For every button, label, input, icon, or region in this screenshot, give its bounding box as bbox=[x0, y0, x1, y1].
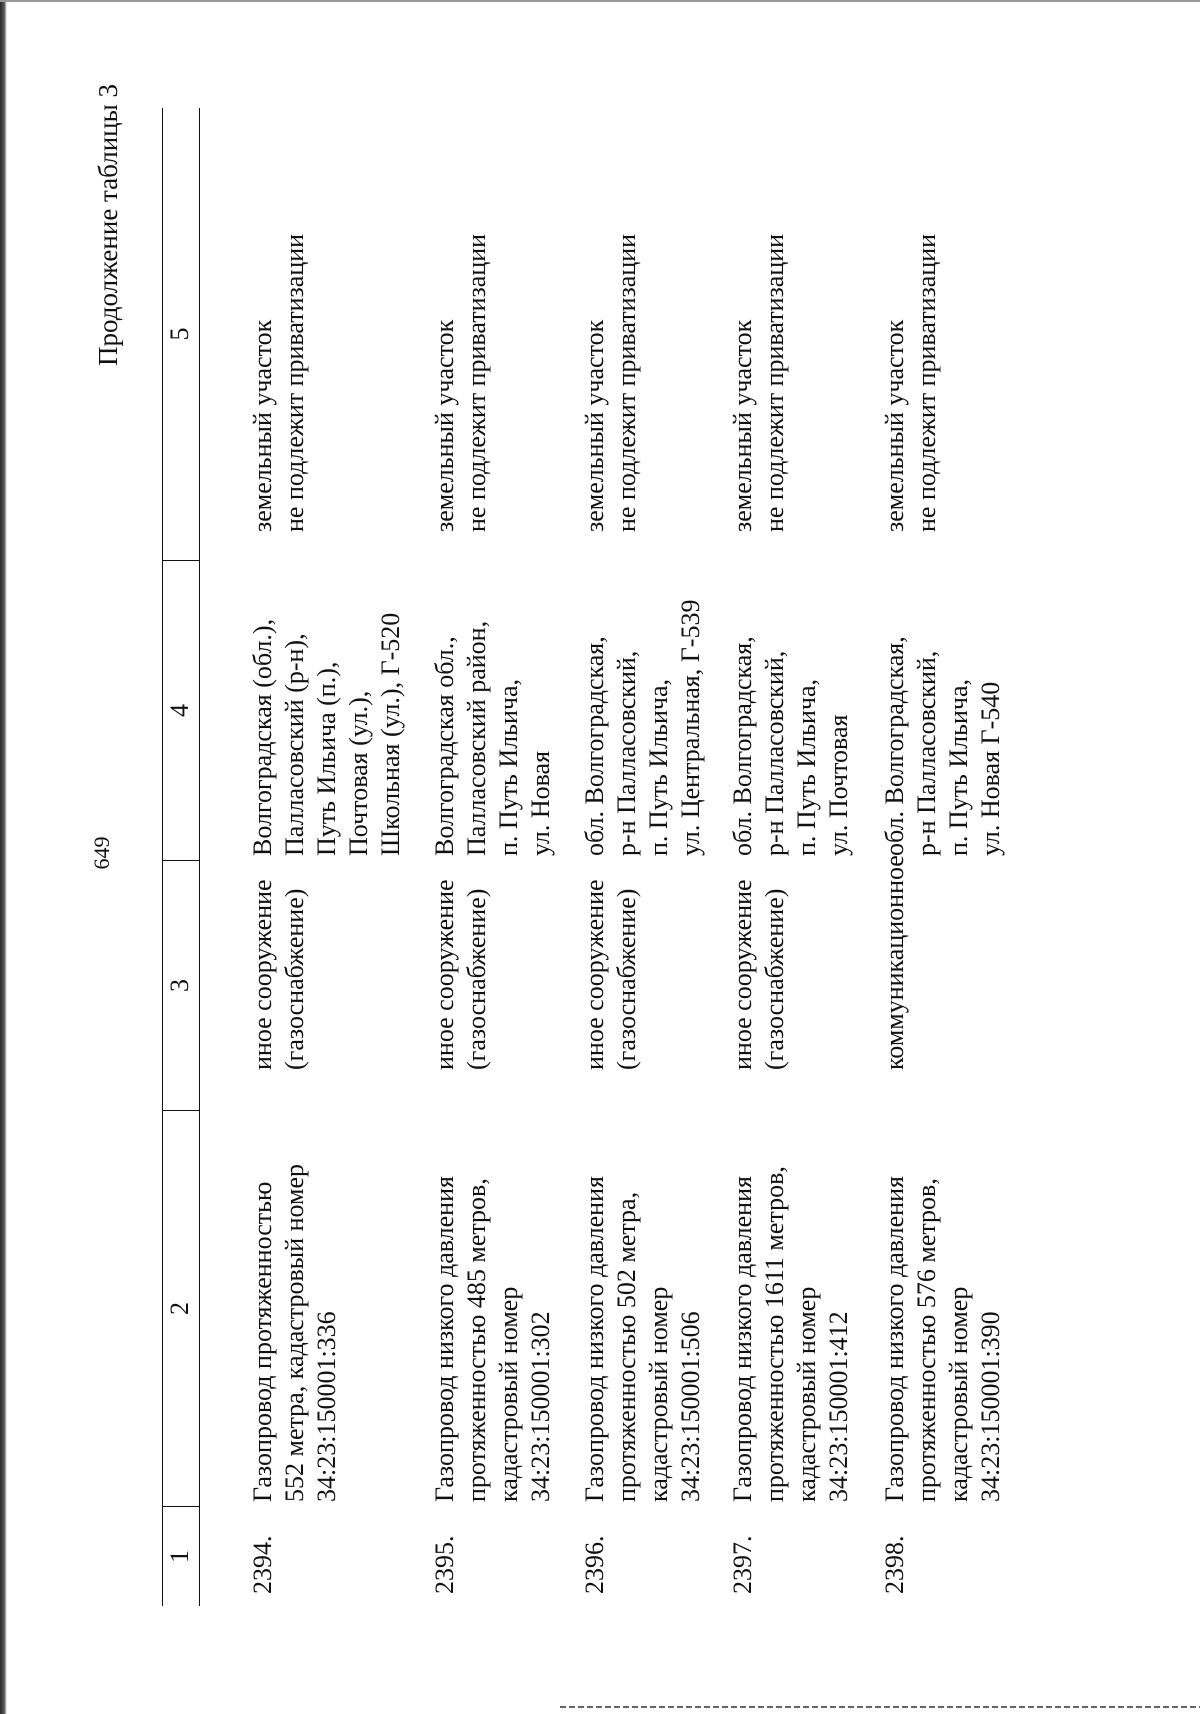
note-line: не подлежит приватизации bbox=[462, 233, 491, 532]
description-line: протяженностью 576 метров, bbox=[912, 1178, 941, 1502]
description-cell bbox=[247, 1110, 429, 1506]
description-line: протяженностью 485 метров, bbox=[462, 1178, 491, 1502]
row-number: 2396. bbox=[580, 1535, 609, 1594]
note-cell bbox=[579, 108, 727, 560]
table-row bbox=[727, 108, 879, 1606]
address-cell bbox=[429, 560, 579, 860]
header-cell-5: 5 bbox=[165, 327, 194, 341]
object-type-cell bbox=[579, 860, 727, 1110]
address-line: р-н Палласовский, bbox=[760, 650, 789, 856]
row-number: 2398. bbox=[880, 1535, 909, 1594]
address-line: обл. Волгоградская, bbox=[880, 636, 909, 856]
row-number-cell bbox=[429, 1506, 579, 1606]
object-type-cell bbox=[247, 860, 429, 1110]
page-number: 649 bbox=[89, 836, 114, 870]
address-cell bbox=[879, 560, 1019, 860]
note-cell bbox=[727, 108, 879, 560]
address-line: п. Путь Ильича, bbox=[944, 678, 973, 856]
row-number: 2397. bbox=[728, 1535, 757, 1594]
description-line: 34:23:150001:506 bbox=[676, 1311, 705, 1502]
note-line: не подлежит приватизации bbox=[280, 233, 309, 532]
address-line: ул. Новая Г-540 bbox=[976, 681, 1005, 856]
description-cell bbox=[579, 1110, 727, 1506]
note-line: не подлежит приватизации bbox=[612, 233, 641, 532]
address-cell bbox=[247, 560, 429, 860]
header-cell-1: 1 bbox=[163, 1506, 199, 1606]
address-line: р-н Палласовский, bbox=[612, 650, 641, 856]
address-line: ул. Почтовая bbox=[824, 714, 853, 856]
address-line: ул. Центральная, Г-539 bbox=[676, 599, 705, 856]
address-line: Путь Ильича (п.), bbox=[312, 661, 341, 856]
object-type-line: иное сооружение bbox=[728, 879, 757, 1070]
note-line: земельный участок bbox=[430, 319, 459, 532]
description-line: протяженностью 1611 метров, bbox=[760, 1166, 789, 1502]
note-line: земельный участок bbox=[580, 319, 609, 532]
header-cell-3: 3 bbox=[163, 860, 199, 1110]
note-line: не подлежит приватизации bbox=[760, 233, 789, 532]
description-cell bbox=[879, 1110, 1019, 1506]
object-type-cell bbox=[727, 860, 879, 1110]
object-type-line: коммуникационное bbox=[880, 855, 909, 1070]
address-line: Школьная (ул.), Г-520 bbox=[376, 612, 405, 856]
row-number-cell bbox=[579, 1506, 727, 1606]
table-row bbox=[429, 108, 579, 1606]
table-caption: Продолжение таблицы 3 bbox=[93, 84, 123, 366]
address-line: Почтовая (ул.), bbox=[344, 690, 373, 856]
object-type-line: иное сооружение bbox=[248, 879, 277, 1070]
address-line: Волгоградская обл., bbox=[430, 636, 459, 856]
description-line: 34:23:150001:412 bbox=[824, 1311, 853, 1502]
address-line: п. Путь Ильича, bbox=[792, 678, 821, 856]
note-cell bbox=[429, 108, 579, 560]
description-line: 34:23:150001:336 bbox=[312, 1311, 341, 1502]
row-number-cell bbox=[879, 1506, 1019, 1606]
table-row bbox=[247, 108, 429, 1606]
address-line: п. Путь Ильича, bbox=[644, 678, 673, 856]
note-line: земельный участок bbox=[728, 319, 757, 532]
object-type-line: иное сооружение bbox=[430, 879, 459, 1070]
description-line: 34:23:150001:390 bbox=[976, 1311, 1005, 1502]
object-type-line: (газоснабжение) bbox=[760, 888, 789, 1070]
note-line: не подлежит приватизации bbox=[912, 233, 941, 532]
description-line: Газопровод низкого давления bbox=[728, 1176, 757, 1502]
address-line: Палласовский район, bbox=[462, 620, 491, 856]
row-number-cell bbox=[247, 1506, 429, 1606]
note-cell bbox=[247, 108, 429, 560]
description-cell bbox=[429, 1110, 579, 1506]
row-number: 2394. bbox=[248, 1535, 277, 1594]
table-header-row bbox=[162, 108, 200, 1606]
address-line: Волгоградская (обл.), bbox=[248, 618, 277, 856]
description-line: кадастровый номер bbox=[644, 1286, 673, 1502]
object-type-line: (газоснабжение) bbox=[612, 888, 641, 1070]
description-line: Газопровод низкого давления bbox=[580, 1176, 609, 1502]
description-line: 552 метра, кадастровый номер bbox=[280, 1163, 309, 1502]
object-type-line: (газоснабжение) bbox=[462, 888, 491, 1070]
description-line: 34:23:150001:302 bbox=[526, 1311, 555, 1502]
header-cell-4: 4 bbox=[163, 560, 199, 860]
description-line: Газопровод низкого давления bbox=[880, 1176, 909, 1502]
table-body bbox=[200, 108, 1019, 1606]
address-line: п. Путь Ильича, bbox=[494, 678, 523, 856]
description-line: кадастровый номер bbox=[792, 1286, 821, 1502]
description-line: кадастровый номер bbox=[944, 1286, 973, 1502]
address-cell bbox=[579, 560, 727, 860]
object-type-line: иное сооружение bbox=[580, 879, 609, 1070]
address-line: ул. Новая bbox=[526, 750, 555, 856]
note-line: земельный участок bbox=[880, 319, 909, 532]
address-cell bbox=[727, 560, 879, 860]
note-line: земельный участок bbox=[248, 319, 277, 532]
object-type-cell bbox=[879, 855, 1019, 1110]
address-line: р-н Палласовский, bbox=[912, 650, 941, 856]
row-number: 2395. bbox=[430, 1535, 459, 1594]
property-table bbox=[162, 108, 1019, 1606]
object-type-cell bbox=[429, 860, 579, 1110]
header-cell-2: 2 bbox=[163, 1110, 199, 1506]
address-line: обл. Волгоградская, bbox=[580, 636, 609, 856]
table-row bbox=[579, 108, 727, 1606]
description-line: Газопровод протяженностью bbox=[248, 1181, 277, 1502]
row-number-cell bbox=[727, 1506, 879, 1606]
description-line: кадастровый номер bbox=[494, 1286, 523, 1502]
description-line: протяженностью 502 метра, bbox=[612, 1191, 641, 1502]
address-line: Палласовский (р-н), bbox=[280, 633, 309, 856]
note-cell bbox=[879, 108, 1019, 560]
object-type-line: (газоснабжение) bbox=[280, 888, 309, 1070]
address-line: обл. Волгоградская, bbox=[728, 636, 757, 856]
table-row bbox=[879, 108, 1019, 1606]
description-cell bbox=[727, 1110, 879, 1506]
description-line: Газопровод низкого давления bbox=[430, 1176, 459, 1502]
